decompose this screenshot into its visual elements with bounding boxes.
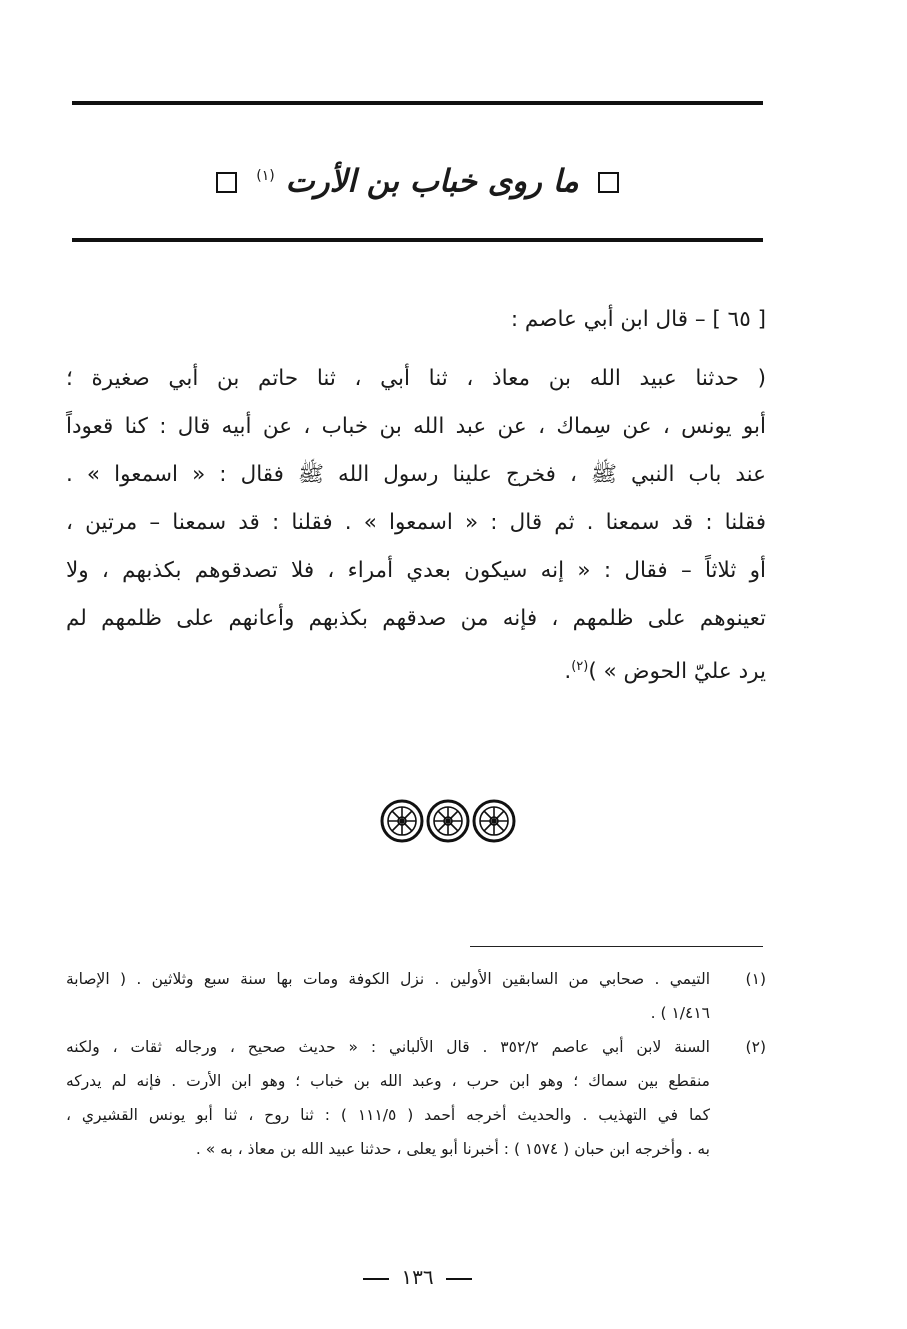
hadith-line-text: يرد عليّ الحوض » ) <box>588 659 766 685</box>
footnote-item <box>66 1030 766 1166</box>
hadith-line: أو ثلاثاً – فقال : « إنه سيكون بعدي أمراء ، فلا تصدقوهم بكذبهم ، ولا <box>66 558 766 583</box>
page-number <box>72 1262 763 1292</box>
rosette-icon <box>382 801 422 841</box>
footnote-number: (٢) <box>745 1038 766 1056</box>
footnote-line: التيمي . صحابي من السابقين الأولين . نزل الكوفة ومات بها سنة سبع وثلاثين . ( الإصابة <box>66 970 710 988</box>
section-title <box>72 148 763 204</box>
dash-icon <box>446 1278 472 1280</box>
footnote-item <box>66 962 766 1030</box>
hadith-heading: [ ٦٥ ] – قال ابن أبي عاصم : <box>510 307 766 332</box>
dash-icon <box>363 1278 389 1280</box>
hadith-line: ( حدثنا عبيد الله بن معاذ ، ثنا أبي ، ثنا حاتم بن أبي صغيرة ؛ <box>66 366 766 391</box>
footnote-number: (١) <box>745 970 766 988</box>
footnote-separator <box>470 946 763 947</box>
footnote-text <box>66 1030 710 1166</box>
square-bracket-icon <box>598 172 619 193</box>
title-footnote-ref: (١) <box>256 168 275 184</box>
header-top-rule <box>72 101 763 105</box>
footnote-line: ١/٤١٦ ) . <box>650 1004 710 1022</box>
page-number-text: ١٣٦ <box>401 1265 434 1289</box>
hadith-line: أبو يونس ، عن سِماك ، عن عبد الله بن خباب ، عن أبيه قال : كنا قعوداً <box>66 414 766 439</box>
hadith-end-mark: . <box>564 659 572 685</box>
footnote-line: به . وأخرجه ابن حبان ( ١٥٧٤ ) : أخبرنا أبو يعلى ، حدثنا عبيد الله بن معاذ ، به » . <box>195 1140 710 1158</box>
footnote-line: السنة لابن أبي عاصم ٣٥٢/٢ . قال الألباني : « حديث صحيح ، ورجاله ثقات ، ولكنه <box>66 1038 710 1056</box>
three-rosettes-ornament-icon <box>378 798 518 844</box>
square-bracket-icon <box>216 172 237 193</box>
hadith-text <box>66 355 766 696</box>
hadith-footnote-ref: (٢) <box>571 659 589 674</box>
hadith-line: عند باب النبي ﷺ ، فخرج علينا رسول الله ﷺ فقال : « اسمعوا » . <box>66 462 766 487</box>
header-bottom-rule <box>72 238 763 242</box>
footnote-line: كما في التهذيب . والحديث أخرجه أحمد ( ١١١/٥ ) : ثنا روح ، ثنا أبو يونس القشيري ، <box>66 1106 711 1124</box>
footnotes <box>66 962 766 1166</box>
hadith-line-last <box>66 643 766 696</box>
footnote-line: منقطع بين سماك ؛ وهو ابن حرب ، وعبد الله بن خباب ؛ وهو ابن الأرت . فإنه لم يدركه <box>66 1072 710 1090</box>
footnote-text <box>66 962 710 1030</box>
hadith-line: فقلنا : قد سمعنا . ثم قال : « اسمعوا » . فقلنا : قد سمعنا – مرتين ، <box>66 510 766 535</box>
hadith-line: تعينوهم على ظلمهم ، فإنه من صدقهم بكذبهم وأعانهم على ظلمهم لم <box>66 606 766 631</box>
rosette-icon <box>474 801 514 841</box>
rosette-icon <box>428 801 468 841</box>
section-title-text: ما روى خباب بن الأرت <box>285 163 579 200</box>
